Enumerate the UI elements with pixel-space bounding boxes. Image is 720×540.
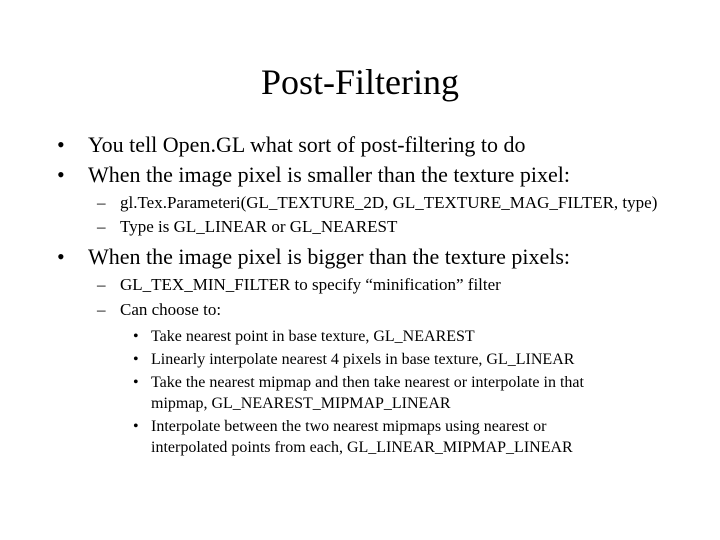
bullet-marker: •	[57, 244, 65, 269]
bullet-text: When the image pixel is smaller than the texture pixel:	[88, 162, 571, 187]
dash-marker: –	[97, 275, 106, 294]
sub-sub-bullet-text: Take nearest point in base texture, GL_NEAREST	[151, 328, 475, 345]
dash-marker: –	[97, 300, 106, 319]
sub-sub-bullet-text: Take the nearest mipmap and then take nearest or interpolate in that	[151, 374, 584, 391]
dash-marker: –	[97, 193, 106, 212]
small-bullet-marker: •	[133, 351, 139, 368]
sub-bullet-text: Can choose to:	[120, 300, 222, 319]
small-bullet-marker: •	[133, 374, 139, 391]
sub-bullet-text: Type is GL_LINEAR or GL_NEAREST	[120, 217, 398, 236]
bullet-text: You tell Open.GL what sort of post-filtering to do	[88, 132, 526, 157]
small-bullet-marker: •	[133, 328, 139, 345]
sub-bullet-text: GL_TEX_MIN_FILTER to specify “minification” filter	[120, 275, 501, 294]
bullet-text: When the image pixel is bigger than the texture pixels:	[88, 244, 571, 269]
sub-sub-bullet-text: mipmap, GL_NEAREST_MIPMAP_LINEAR	[151, 395, 451, 412]
bullet-marker: •	[57, 132, 65, 157]
slide-title: Post-Filtering	[260, 62, 460, 102]
dash-marker: –	[97, 217, 106, 236]
bullet-marker: •	[57, 162, 65, 187]
sub-sub-bullet-text: interpolated points from each, GL_LINEAR_MIPMAP_LINEAR	[151, 439, 573, 456]
sub-sub-bullet-text: Linearly interpolate nearest 4 pixels in base texture, GL_LINEAR	[151, 351, 575, 368]
sub-sub-bullet-text: Interpolate between the two nearest mipmaps using nearest or	[151, 418, 547, 435]
sub-bullet-text: gl.Tex.Parameteri(GL_TEXTURE_2D, GL_TEXTURE_MAG_FILTER, type)	[120, 193, 658, 212]
small-bullet-marker: •	[133, 418, 139, 435]
